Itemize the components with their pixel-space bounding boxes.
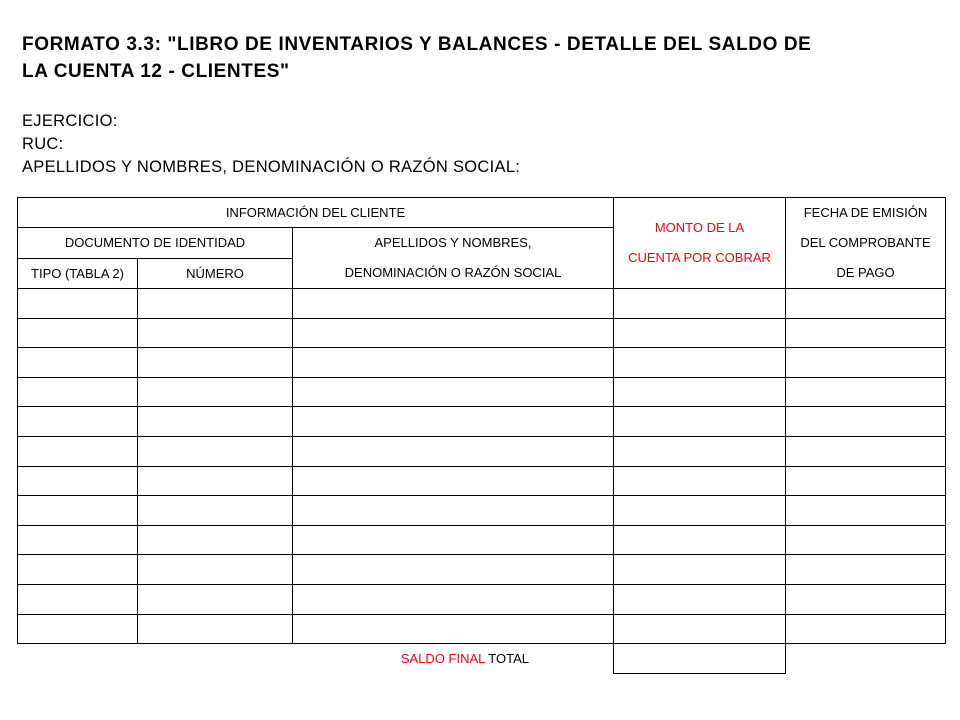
tipo-cell[interactable] xyxy=(18,466,138,496)
monto-cell[interactable] xyxy=(614,348,786,378)
razon-social-cell[interactable] xyxy=(293,377,614,407)
razon-social-label: APELLIDOS Y NOMBRES, DENOMINACIÓN O RAZÓN SOCIAL: xyxy=(22,158,521,176)
numero-cell[interactable] xyxy=(138,377,293,407)
tipo-cell[interactable] xyxy=(18,584,138,614)
monto-cell[interactable] xyxy=(614,614,786,644)
table-row xyxy=(18,436,946,466)
tipo-cell[interactable] xyxy=(18,555,138,585)
razon-social-cell[interactable] xyxy=(293,555,614,585)
monto-header xyxy=(614,198,786,289)
monto-cell[interactable] xyxy=(614,584,786,614)
razon-social-cell[interactable] xyxy=(293,348,614,378)
total-text: TOTAL xyxy=(488,651,529,667)
saldo-final-text: SALDO FINAL xyxy=(400,651,485,667)
title-line-2: LA CUENTA 12 - CLIENTES" xyxy=(22,61,290,82)
monto-cell[interactable] xyxy=(614,436,786,466)
monto-total-cell[interactable] xyxy=(614,644,786,674)
apellidos-header-line-2: DENOMINACIÓN O RAZÓN SOCIAL xyxy=(344,265,562,280)
numero-cell[interactable] xyxy=(138,289,293,319)
table-row xyxy=(18,318,946,348)
tipo-cell[interactable] xyxy=(18,407,138,437)
numero-cell[interactable] xyxy=(138,525,293,555)
numero-cell[interactable] xyxy=(138,436,293,466)
fecha-cell[interactable] xyxy=(786,614,946,644)
razon-social-cell[interactable] xyxy=(293,318,614,348)
tipo-header: TIPO (TABLA 2) xyxy=(18,258,138,289)
monto-cell[interactable] xyxy=(614,289,786,319)
tipo-cell[interactable] xyxy=(18,496,138,526)
monto-cell[interactable] xyxy=(614,377,786,407)
table-row xyxy=(18,496,946,526)
razon-social-cell[interactable] xyxy=(293,407,614,437)
tipo-cell[interactable] xyxy=(18,318,138,348)
tipo-cell[interactable] xyxy=(18,377,138,407)
table-row xyxy=(18,289,946,319)
fecha-cell[interactable] xyxy=(786,348,946,378)
info-cliente-header: INFORMACIÓN DEL CLIENTE xyxy=(18,198,614,228)
documento-identidad-header: DOCUMENTO DE IDENTIDAD xyxy=(18,228,293,259)
saldo-final-label-cell xyxy=(18,644,614,674)
clientes-table xyxy=(17,197,946,674)
fecha-cell[interactable] xyxy=(786,584,946,614)
numero-cell[interactable] xyxy=(138,555,293,585)
fecha-cell[interactable] xyxy=(786,407,946,437)
fecha-header-line-2: DEL COMPROBANTE xyxy=(800,235,931,250)
table-row xyxy=(18,525,946,555)
razon-social-cell[interactable] xyxy=(293,525,614,555)
monto-cell[interactable] xyxy=(614,525,786,555)
monto-cell[interactable] xyxy=(614,496,786,526)
title-line-1: FORMATO 3.3: "LIBRO DE INVENTARIOS Y BALANCES - DETALLE DEL SALDO DE xyxy=(22,34,812,55)
fecha-cell[interactable] xyxy=(786,555,946,585)
fecha-cell[interactable] xyxy=(786,496,946,526)
table-row xyxy=(18,407,946,437)
apellidos-header-line-1: APELLIDOS Y NOMBRES, xyxy=(374,235,532,250)
numero-cell[interactable] xyxy=(138,466,293,496)
fecha-cell[interactable] xyxy=(786,436,946,466)
razon-social-cell[interactable] xyxy=(293,289,614,319)
numero-cell[interactable] xyxy=(138,318,293,348)
table-row xyxy=(18,555,946,585)
numero-cell[interactable] xyxy=(138,348,293,378)
tipo-cell[interactable] xyxy=(18,289,138,319)
tipo-cell[interactable] xyxy=(18,614,138,644)
fecha-cell[interactable] xyxy=(786,525,946,555)
fecha-header-line-1: FECHA DE EMISIÓN xyxy=(803,205,928,220)
fecha-cell[interactable] xyxy=(786,318,946,348)
fecha-cell[interactable] xyxy=(786,377,946,407)
razon-social-cell[interactable] xyxy=(293,496,614,526)
monto-cell[interactable] xyxy=(614,466,786,496)
tipo-cell[interactable] xyxy=(18,436,138,466)
table-row xyxy=(18,377,946,407)
razon-social-cell[interactable] xyxy=(293,466,614,496)
document-title xyxy=(22,31,942,85)
razon-social-cell[interactable] xyxy=(293,614,614,644)
saldo-final-total-label xyxy=(401,644,529,674)
numero-cell[interactable] xyxy=(138,584,293,614)
monto-header-line-2: CUENTA POR COBRAR xyxy=(628,250,771,265)
table-row xyxy=(18,348,946,378)
numero-header: NÚMERO xyxy=(138,258,293,289)
monto-cell[interactable] xyxy=(614,407,786,437)
table-row xyxy=(18,584,946,614)
tipo-cell[interactable] xyxy=(18,525,138,555)
monto-header-line-1: MONTO DE LA xyxy=(654,220,745,235)
apellidos-header xyxy=(293,228,614,289)
table-row xyxy=(18,614,946,644)
numero-cell[interactable] xyxy=(138,496,293,526)
fecha-header-line-3: DE PAGO xyxy=(836,265,895,280)
monto-cell[interactable] xyxy=(614,318,786,348)
tipo-cell[interactable] xyxy=(18,348,138,378)
fecha-cell[interactable] xyxy=(786,466,946,496)
ejercicio-label: EJERCICIO: xyxy=(22,112,118,130)
numero-cell[interactable] xyxy=(138,614,293,644)
blank-cell xyxy=(786,644,946,674)
table-row xyxy=(18,466,946,496)
fecha-cell[interactable] xyxy=(786,289,946,319)
fecha-emision-header xyxy=(786,198,946,289)
monto-cell[interactable] xyxy=(614,555,786,585)
razon-social-cell[interactable] xyxy=(293,584,614,614)
ruc-label: RUC: xyxy=(22,135,64,153)
numero-cell[interactable] xyxy=(138,407,293,437)
razon-social-cell[interactable] xyxy=(293,436,614,466)
total-row xyxy=(18,644,946,674)
